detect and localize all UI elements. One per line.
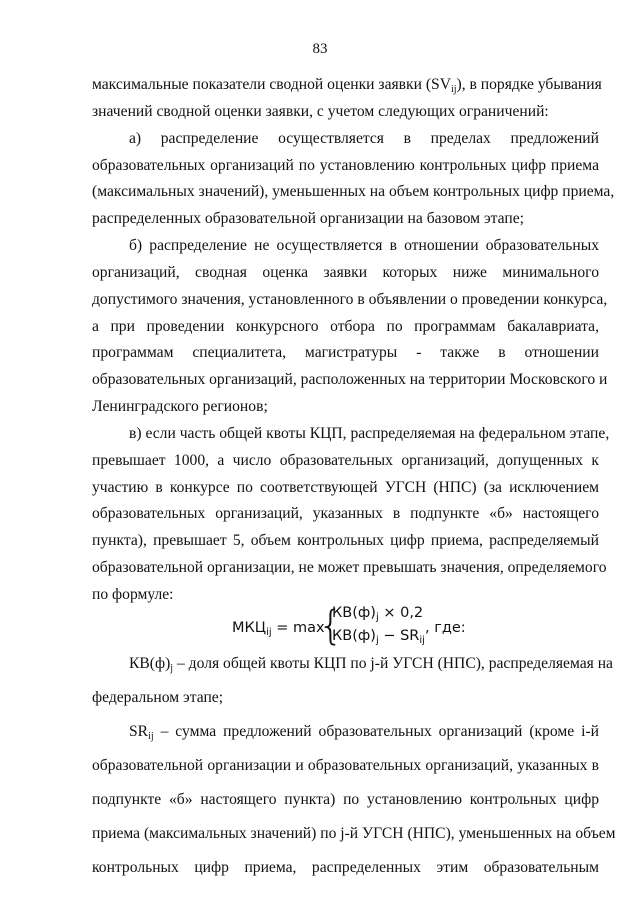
text-line: распределенных образовательной организации на базовом этапе;: [92, 210, 524, 227]
definition-sr: $SR_{ij}$ – сумма предложений образовательных организаций (кроме i-й: [129, 723, 599, 742]
formula-where: , где:: [425, 620, 466, 636]
text-line: образовательных организаций, указанных в подпункте «б» настоящего: [92, 505, 599, 522]
text-line: а при проведении конкурсного отбора по программам бакалавриата,: [92, 318, 599, 335]
text-line: превышает 1000, а число образовательных организаций, допущенных к: [92, 452, 599, 469]
formula-brace: {: [318, 603, 344, 649]
text-line: программам специалитета, магистратуры - также в отношении: [92, 344, 599, 361]
text-line: значений сводной оценки заявки, с учетом следующих ограничений:: [92, 103, 549, 120]
definition-kv: $КВ(ф)_j$ – доля общей квоты КЦП по j-й УГСН (НПС), распределяемая на: [129, 655, 613, 674]
text-line: контрольных цифр приема, распределенных этим образовательным: [92, 859, 599, 876]
list-item-a: а) распределение осуществляется в пределах предложений: [129, 130, 599, 147]
text-line: Ленинградского регионов;: [92, 398, 268, 415]
formula-lhs: $МКЦ_{ij} = \max$: [232, 620, 325, 638]
text-line: приема (максимальных значений) по j-й УГСН (НПС), уменьшенных на объем: [92, 825, 616, 842]
text-line: участию в конкурсе по соответствующей УГСН (НПС) (за исключением: [92, 479, 599, 496]
text-line: организаций, сводная оценка заявки которых ниже минимального: [92, 264, 599, 281]
list-item-c: в) если часть общей квоты КЦП, распределяемая на федеральном этапе,: [129, 425, 610, 442]
text-line: образовательной организации, не может превышать значения, определяемого: [92, 559, 607, 576]
text-line: по формуле:: [92, 586, 174, 603]
formula-case-2: $КВ(ф)_j - SR_{ij}$: [332, 628, 425, 646]
text-line: образовательных организаций, расположенных на территории Московского и: [92, 371, 608, 388]
text-line: (максимальных значений), уменьшенных на объем контрольных цифр приема,: [92, 183, 615, 200]
text-line: федеральном этапе;: [92, 689, 224, 706]
formula-case-1: $КВ(ф)_j \times 0,2$: [332, 605, 424, 623]
text-line: образовательной организации и образовательных организаций, указанных в: [92, 757, 599, 774]
text-line: допустимого значения, установленного в объявлении о проведении конкурса,: [92, 291, 608, 308]
page-number: 83: [312, 41, 328, 57]
list-item-b: б) распределение не осуществляется в отношении образовательных: [129, 237, 599, 254]
text-line: максимальные показатели сводной оценки заявки $(SV_{ij})$, в порядке убывания: [92, 76, 602, 95]
text-line: подпункте «б» настоящего пункта) по установлению контрольных цифр: [92, 791, 599, 808]
text-line: образовательных организаций по установлению контрольных цифр приема: [92, 157, 599, 174]
text-line: пункта), превышает 5, объем контрольных цифр приема, распределяемый: [92, 532, 599, 549]
